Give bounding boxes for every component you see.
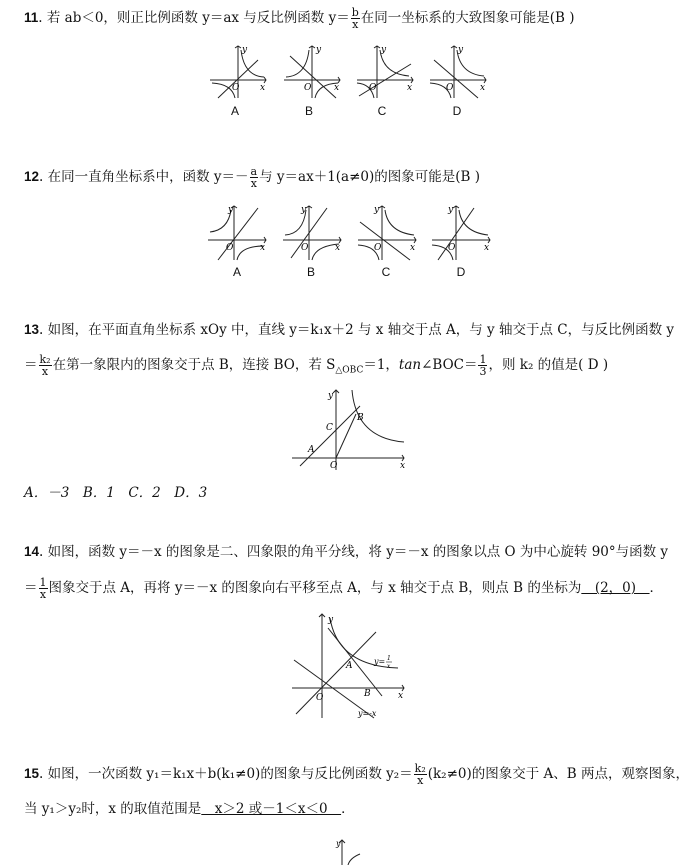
q13-fraction-k2x: $\frac{\text{k₂}}{x}$ [39,353,51,378]
svg-text:y: y [374,205,380,215]
svg-text:A: A [346,661,353,671]
svg-text:y: y [458,45,464,55]
q13-tan: tan [398,357,422,373]
q11-text-post: 在同一坐标系的大致图象可能是(B ) [360,10,575,26]
q13-figure [290,386,410,472]
svg-text:x: x [407,83,413,93]
q14-fraction: $\frac{1}{x}$ [39,576,47,601]
svg-text:y: y [228,205,234,215]
q15-figure-partial [336,836,386,865]
svg-text:x: x [400,461,406,471]
svg-text:1: 1 [387,655,391,662]
svg-text:O: O [226,243,234,253]
q15-answer: x＞2 或－1＜x＜0 [201,801,342,817]
q15-text-line2: 当 y₁＞y₂时，x 的取值范围是 [24,801,202,817]
svg-text:y: y [381,45,387,55]
q14-stem-line2 [24,577,678,600]
svg-text:y: y [328,615,334,625]
q14-text-line1: . 如图，函数 y＝－x 的图象是二、四象限的角平分线，将 y＝－x 的图象以点 O 为中心旋转 90°与函数 y [39,544,669,560]
svg-text:C: C [326,423,333,433]
q15-fraction: $\frac{\text{k₂}}{x}$ [414,762,426,787]
q12-label-a: A [232,265,241,279]
svg-text:O: O [330,461,338,471]
q14-line-label: y=-x [358,709,377,718]
svg-text:x: x [410,243,416,253]
q12-label-b: B [306,265,315,279]
q13-stem-line1 [24,321,678,339]
q12-stem [24,166,678,189]
svg-text:A: A [308,445,315,455]
svg-text:O: O [316,693,324,703]
svg-text:x: x [398,691,404,701]
svg-text:B: B [357,413,364,423]
q12-label-c: C [381,265,391,279]
q11-fraction: $\frac{b}{x}$ [351,6,359,31]
q15-stem-line1 [24,762,690,787]
svg-text:x: x [260,243,266,253]
svg-text:O: O [369,83,377,93]
q12-number: 12 [24,169,40,184]
q13-options: A．－3 B．1 C．2 D．3 [24,485,208,501]
svg-text:x: x [260,83,266,93]
q15-number: 15 [24,766,40,781]
q12-label-d: D [456,265,466,279]
q14-curve-label: y= [374,657,386,666]
svg-text:O: O [304,83,312,93]
svg-text:x: x [480,83,486,93]
q12-text-pre: . 在同一直角坐标系中，函数 y＝－ [39,169,249,185]
q13-number: 13 [24,322,40,337]
svg-text:x: x [334,83,340,93]
q14-number: 14 [24,544,40,559]
q11-graph-c [355,42,417,100]
q12-graph-c [356,202,418,262]
svg-text:y: y [448,205,454,215]
q12-graph-b [281,202,343,262]
svg-text:x: x [484,243,490,253]
q15-stem-line2 [24,800,678,818]
svg-text:y: y [242,45,248,55]
svg-text:y: y [336,839,341,848]
q15-end: ． [341,801,355,817]
q11-graph-b [282,42,342,100]
q15-text-post: (k₂≠0)的图象交于 A、B 两点，观察图象， [427,766,690,782]
svg-text:O: O [301,243,309,253]
q11-label-d: D [452,104,462,118]
q11-label-a: A [230,104,239,118]
svg-text:O: O [232,83,240,93]
q13-sub: △OBC [335,365,364,376]
q11-label-c: C [377,104,387,118]
svg-text:x: x [387,663,391,670]
svg-text:O: O [446,83,454,93]
svg-text:O: O [374,243,382,253]
q14-figure [290,610,410,720]
q13-text-line1: . 如图，在平面直角坐标系 xOy 中，直线 y＝k₁x＋2 与 x 轴交于点 A，与 y 轴交于点 C，与反比例函数 y [39,322,674,338]
q12-text-post: 与 y＝ax＋1(a≠0)的图象可能是(B ) [259,169,481,185]
q13-text-mid2: ＝1， [363,357,399,373]
svg-text:B: B [364,689,371,699]
q13-eq: ＝ [24,357,38,373]
svg-text:y: y [328,391,334,401]
q13-stem-line2 [24,354,678,380]
q14-end: ． [649,580,664,596]
q11-number: 11 [24,10,39,25]
svg-text:y: y [301,205,307,215]
q14-stem-line1 [24,543,678,561]
q13-text-mid3: ∠BOC＝ [421,357,478,373]
q13-fraction-third: $\frac{1}{3}$ [479,353,487,378]
q12-graph-d [430,202,492,262]
q12-graph-a [206,202,268,262]
q11-graph-a [208,42,268,100]
q11-stem [24,7,678,30]
q14-answer: (2，0) [581,580,650,596]
q14-eq: ＝ [24,580,38,596]
svg-text:x: x [335,243,341,253]
svg-text:O: O [448,243,456,253]
q11-label-b: B [304,104,313,118]
q11-text-pre: . 若 ab＜0，则正比例函数 y＝ax 与反比例函数 y＝ [38,10,350,26]
q12-fraction: $\frac{a}{x}$ [250,165,258,190]
svg-text:y: y [316,45,322,55]
q15-text-pre: . 如图，一次函数 y₁＝k₁x＋b(k₁≠0)的图象与反比例函数 y₂＝ [39,766,413,782]
q13-text-mid: 在第一象限内的图象交于点 B，连接 BO，若 S [52,357,336,373]
q13-text-post: ，则 k₂ 的值是( D ) [488,357,609,373]
q14-text-post: 图象交于点 A，再将 y＝－x 的图象向右平移至点 A，与 x 轴交于点 B，则点 B 的坐标为 [48,580,582,596]
q11-graph-d [428,42,490,100]
